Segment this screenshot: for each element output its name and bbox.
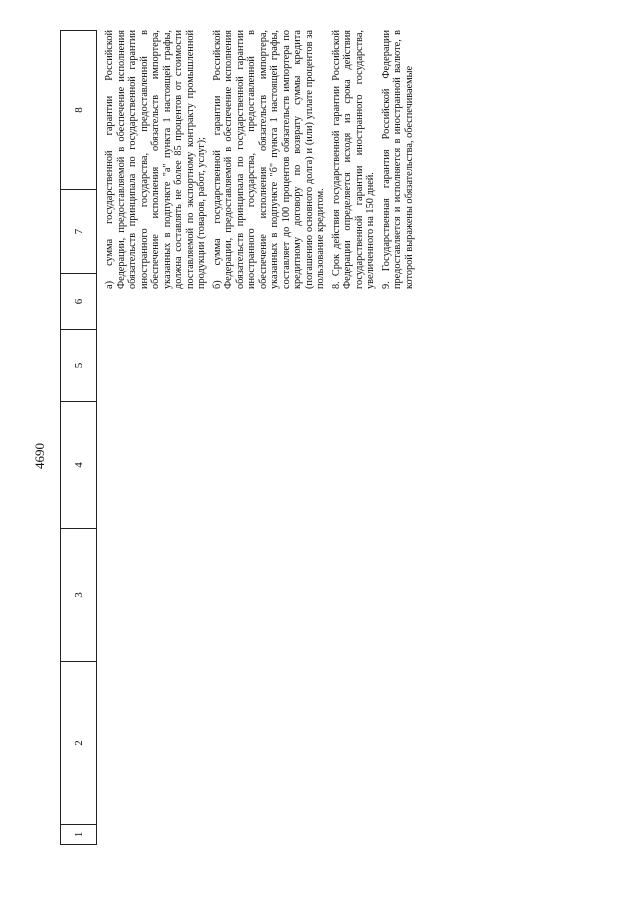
column-8-text: [104, 30, 534, 289]
header-cell-7: 7: [61, 189, 96, 273]
header-cell-8: 8: [72, 107, 85, 113]
header-cell-5: 5: [61, 329, 96, 401]
header-cell-2: 2: [61, 661, 96, 824]
page-number: 4690: [32, 443, 47, 469]
paragraph-a: а) сумма государственной гарантии Российской Федерации, предоставляемой в обеспечение исполнения обязательств принципала по государственной гарантии иностранного государства, предоставленной в обеспечение исполнения обязательств импортера, указанных в подпункте "а" пункта 1 настоящей графы, должна составлять не более 85 процентов от стоимости поставляемой по экспортному контракту промышленной продукции (товаров, работ, услуг);: [104, 30, 207, 289]
table-header-row: [60, 30, 97, 845]
rotated-table: [60, 30, 540, 845]
header-cell-4: 4: [61, 401, 96, 528]
paragraph-9: 9. Государственная гарантия Российской Федерации предоставляется и исполняется в иностранной валюте, в которой выражены обязательства, обеспечиваемые: [380, 30, 415, 289]
paragraph-b: б) сумма государственной гарантии Российской Федерации, предоставляемой в обеспечение исполнения обязательств принципала по государственной гарантии иностранного государства, предоставленной в обеспечение исполнения обязательств импортера, указанных в подпункте "б" пункта 1 настоящей графы, составляет до 100 процентов обязательств импортера по кредитному договору по возврату суммы кредита (погашению основного долга) и (или) уплате процентов за пользование кредитом.: [211, 30, 326, 289]
header-cell-1: 1: [61, 824, 96, 844]
table-body: [60, 30, 540, 845]
paragraph-8: 8. Срок действия государственной гарантии Российской Федерации определяется исходя из срока действия государственной гарантии иностранного государства, увеличенного на 150 дней.: [330, 30, 376, 289]
header-cell-3: 3: [61, 528, 96, 661]
header-cell-6: 6: [61, 273, 96, 329]
